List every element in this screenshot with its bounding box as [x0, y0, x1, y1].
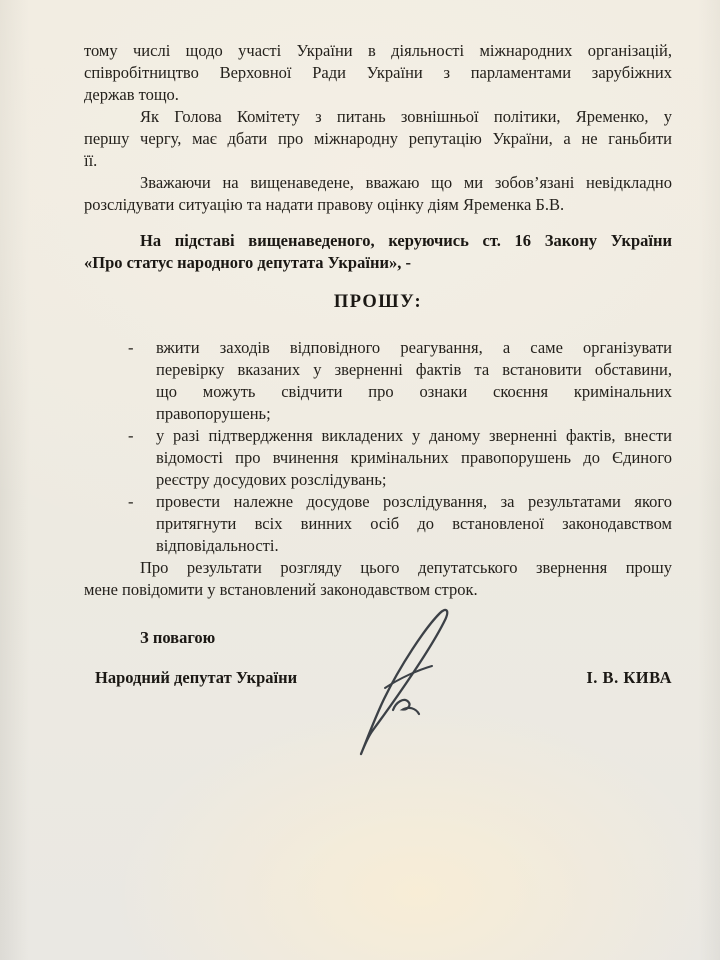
dash-marker: - — [128, 338, 134, 357]
paragraph-line: співробітництво Верховної Ради України з парламентами зарубіжних — [84, 63, 672, 82]
paragraph-line: Зважаючи на вищенаведене, вважаю що ми зобов’язані невідкладно — [140, 173, 672, 192]
paragraph-line: Як Голова Комітету з питань зовнішньої політики, Яременко, у — [140, 107, 672, 126]
signer-name: І. В. КИВА — [586, 668, 672, 687]
dash-marker: - — [128, 492, 134, 511]
paragraph — [84, 106, 672, 172]
paragraph — [84, 40, 672, 106]
paragraph-line: «Про статус народного депутата України», - — [84, 253, 411, 272]
list-item — [84, 425, 672, 491]
list-item-line: правопорушень; — [156, 404, 271, 423]
letter-body — [84, 40, 672, 689]
paragraph — [84, 172, 672, 216]
list-item — [84, 337, 672, 425]
closing-paragraph — [84, 557, 672, 601]
list-item-line: провести належне досудове розслідування, за результатами якого — [156, 492, 672, 511]
paragraph-line: першу чергу, має дбати про міжнародну репутацію України, а не ганьбити — [84, 129, 672, 148]
list-item — [84, 491, 672, 557]
paragraph-line: Про результати розгляду цього депутатського звернення прошу — [140, 558, 672, 577]
list-item-line: перевірку вказаних у зверненні фактів та встановити обставини, — [156, 360, 672, 379]
regards-text: З повагою — [140, 628, 216, 647]
list-item-line: відповідальності. — [156, 536, 279, 555]
signer-title: Народний депутат України — [95, 668, 298, 687]
request-heading: ПРОШУ: — [333, 292, 423, 312]
paragraph-line: її. — [84, 151, 98, 170]
list-item-line: що можуть свідчити про ознаки скоєння кримінальних — [156, 382, 672, 401]
request-list — [84, 337, 672, 557]
list-item-line: вжити заходів відповідного реагування, а саме організувати — [156, 338, 672, 357]
paragraph-line: розслідувати ситуацію та надати правову оцінку діям Яременка Б.В. — [84, 195, 565, 214]
dash-marker: - — [128, 426, 134, 445]
list-item-line: реєстру досудових розслідувань; — [156, 470, 387, 489]
handwritten-signature-icon — [330, 596, 480, 764]
list-item-line: у разі підтвердження викладених у даному зверненні фактів, внести — [156, 426, 672, 445]
list-item-line: відомості про вчинення кримінальних правопорушень до Єдиного — [156, 448, 672, 467]
legal-basis-paragraph — [84, 230, 672, 274]
paragraph-line: мене повідомити у встановлений законодавством строк. — [84, 580, 478, 599]
paragraph-line: держав тощо. — [84, 85, 179, 104]
paragraph-line: тому числі щодо участі України в діяльності міжнародних організацій, — [84, 41, 672, 60]
paragraph-line: На підставі вищенаведеного, керуючись ст. 16 Закону України — [140, 231, 672, 250]
list-item-line: притягнути всіх винних осіб до встановленої законодавством — [156, 514, 672, 533]
